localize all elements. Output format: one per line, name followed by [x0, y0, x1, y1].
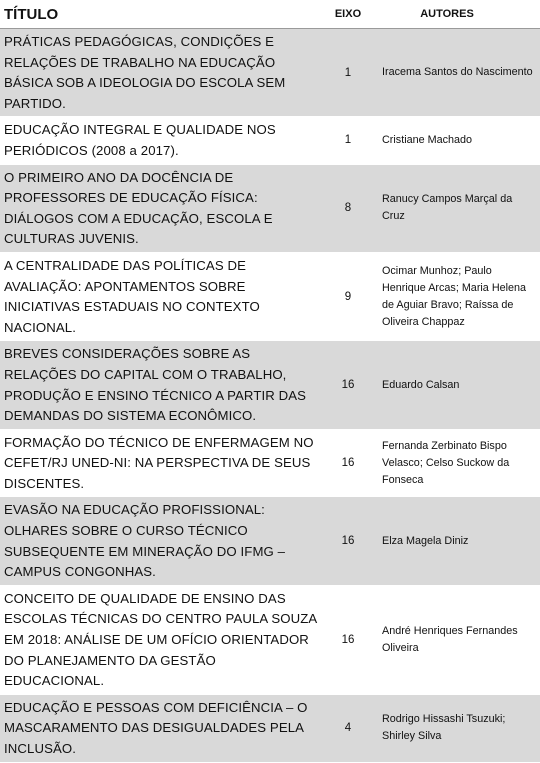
row-autores: Elza Magela Diniz	[382, 534, 469, 547]
table-row	[0, 117, 540, 164]
table-row	[0, 586, 540, 695]
row-autores: Fernanda Zerbinato Bispo Velasco; Celso Suckow da Fonseca	[382, 439, 510, 486]
row-eixo: 1	[344, 134, 352, 147]
row-autores: Eduardo Calsan	[382, 378, 460, 391]
row-autores: Ocimar Munhoz; Paulo Henrique Arcas; Maria Helena de Aguiar Bravo; Raíssa de Oliveira Chappaz	[382, 264, 527, 328]
row-eixo: 16	[341, 457, 355, 470]
row-title: A CENTRALIDADE DAS POLÍTICAS DE AVALIAÇÃO: APONTAMENTOS SOBRE INICIATIVAS ESTADUAIS NO CONTEXTO NACIONAL.	[4, 257, 260, 335]
row-eixo: 16	[341, 633, 355, 646]
header-eixo: EIXO	[334, 8, 362, 20]
table-row	[0, 253, 540, 341]
table-row	[0, 341, 540, 429]
row-autores: Iracema Santos do Nascimento	[382, 66, 533, 79]
row-autores: André Henriques Fernandes Oliveira	[382, 624, 518, 654]
row-title: BREVES CONSIDERAÇÕES SOBRE AS RELAÇÕES DO CAPITAL COM O TRABALHO, PRODUÇÃO E ENSINO TÉCNICO A PARTIR DAS DEMANDAS DO SISTEMA ECONÔMICO.	[4, 346, 307, 424]
row-title: CONCEITO DE QUALIDADE DE ENSINO DAS ESCOLAS TÉCNICAS DO CENTRO PAULA SOUZA EM 2018: ANÁLISE DE UM OFÍCIO ORIENTADOR DO PLANEJAMENTO DA GESTÃO EDUCACIONAL.	[4, 590, 317, 689]
row-title: EDUCAÇÃO E PESSOAS COM DEFICIÊNCIA – O MASCARAMENTO DAS DESIGUALDADES PELA INCLUSÃO.	[4, 699, 308, 756]
row-title: O PRIMEIRO ANO DA DOCÊNCIA DE PROFESSORES DE EDUCAÇÃO FÍSICA: DIÁLOGOS COM A EDUCAÇÃO, ESCOLA E CULTURAS JUVENIS.	[4, 169, 273, 247]
row-title: EVASÃO NA EDUCAÇÃO PROFISSIONAL: OLHARES SOBRE O CURSO TÉCNICO SUBSEQUENTE EM MINERAÇÃO DO IFMG – CAMPUS CONGONHAS.	[4, 502, 286, 580]
table-row	[0, 29, 540, 117]
row-autores: Rodrigo Hissashi Tsuzuki; Shirley Silva	[382, 713, 506, 743]
table-row	[0, 165, 540, 253]
header-title: TÍTULO	[4, 5, 59, 23]
table-row	[0, 497, 540, 585]
row-eixo: 8	[344, 202, 352, 215]
row-eixo: 9	[344, 290, 352, 303]
row-eixo: 1	[344, 66, 352, 79]
row-title: FORMAÇÃO DO TÉCNICO DE ENFERMAGEM NO CEFET/RJ UNED-NI: NA PERSPECTIVA DE SEUS DISCENTES.	[4, 434, 314, 491]
table-header	[0, 0, 540, 29]
row-eixo: 4	[344, 722, 352, 735]
table-row	[0, 695, 540, 763]
row-title: PRÁTICAS PEDAGÓGICAS, CONDIÇÕES E RELAÇÕES DE TRABALHO NA EDUCAÇÃO BÁSICA SOB A IDEOLOGIA DO ESCOLA SEM PARTIDO.	[4, 34, 286, 111]
table-row	[0, 430, 540, 498]
row-autores: Ranucy Campos Marçal da Cruz	[382, 193, 513, 223]
row-title: EDUCAÇÃO INTEGRAL E QUALIDADE NOS PERIÓDICOS (2008 a 2017).	[4, 122, 276, 158]
row-eixo: 16	[341, 379, 355, 391]
header-autores: AUTORES	[420, 8, 474, 20]
row-eixo: 16	[341, 535, 355, 548]
row-autores: Cristiane Machado	[382, 133, 473, 146]
